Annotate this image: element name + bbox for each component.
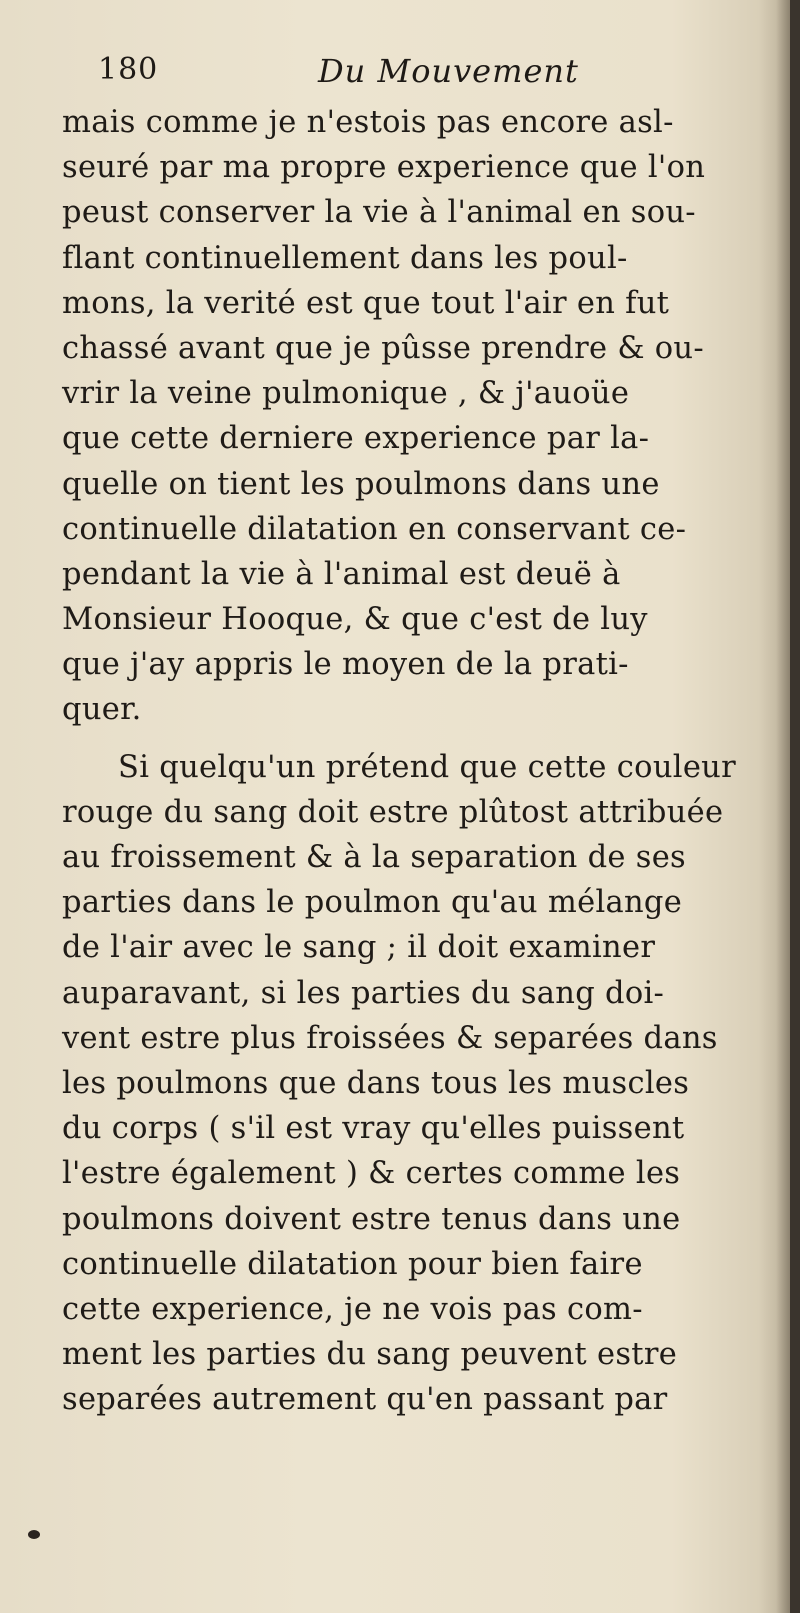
text-line: poulmons doivent estre tenus dans une: [62, 1201, 681, 1237]
text-line: mais comme je n'estois pas encore asl-: [62, 105, 674, 140]
ink-blot: [28, 1530, 40, 1539]
text-line: auparavant, si les parties du sang doi-: [62, 975, 665, 1011]
text-line: quelle on tient les poulmons dans une: [62, 466, 660, 502]
text-line: quer.: [62, 692, 142, 728]
text-line: que cette derniere experience par la-: [62, 421, 650, 457]
text-line: rouge du sang doit estre plûtost attribuée: [62, 794, 724, 830]
page-header: [96, 48, 736, 94]
paragraph-2: [62, 745, 762, 1423]
text-line: seuré par ma propre experience que l'on: [62, 150, 706, 186]
text-line: pendant la vie à l'animal est deuë à: [62, 556, 621, 592]
text-line: mons, la verité est que tout l'air en fut: [62, 285, 670, 321]
text-line: parties dans le poulmon qu'au mélange: [62, 885, 683, 921]
text-line: chassé avant que je pûsse prendre & ou-: [62, 330, 704, 366]
text-line: separées autrement qu'en passant par: [62, 1382, 668, 1418]
text-line: les poulmons que dans tous les muscles: [62, 1065, 690, 1101]
paragraph-1: [62, 100, 762, 733]
page-edge-shadow: [776, 0, 790, 1613]
page-number: 180: [98, 52, 159, 87]
text-line: du corps ( s'il est vray qu'elles puissent: [62, 1111, 685, 1147]
text-line: Si quelqu'un prétend que cette couleur: [118, 749, 736, 785]
text-line: de l'air avec le sang ; il doit examiner: [62, 930, 656, 966]
text-line: peust conserver la vie à l'animal en sou-: [62, 195, 696, 231]
text-line: continuelle dilatation en conservant ce-: [62, 511, 687, 547]
text-line: flant continuellement dans les poul-: [62, 240, 628, 276]
text-line: vent estre plus froissées & separées dans: [62, 1020, 718, 1056]
book-spine-edge: [790, 0, 800, 1613]
text-line: au froissement & à la separation de ses: [62, 840, 686, 875]
text-line: continuelle dilatation pour bien faire: [62, 1246, 643, 1282]
text-line: vrir la veine pulmonique , & j'auoüe: [62, 376, 630, 412]
text-line: l'estre également ) & certes comme les: [62, 1156, 681, 1192]
text-line: cette experience, je ne vois pas com-: [62, 1291, 643, 1327]
running-head: Du Mouvement: [318, 52, 579, 90]
text-line: Monsieur Hooque, & que c'est de luy: [62, 602, 648, 638]
text-line: ment les parties du sang peuvent estre: [62, 1337, 678, 1373]
text-line: que j'ay appris le moyen de la prati-: [62, 647, 629, 683]
body-text: [62, 100, 762, 1422]
